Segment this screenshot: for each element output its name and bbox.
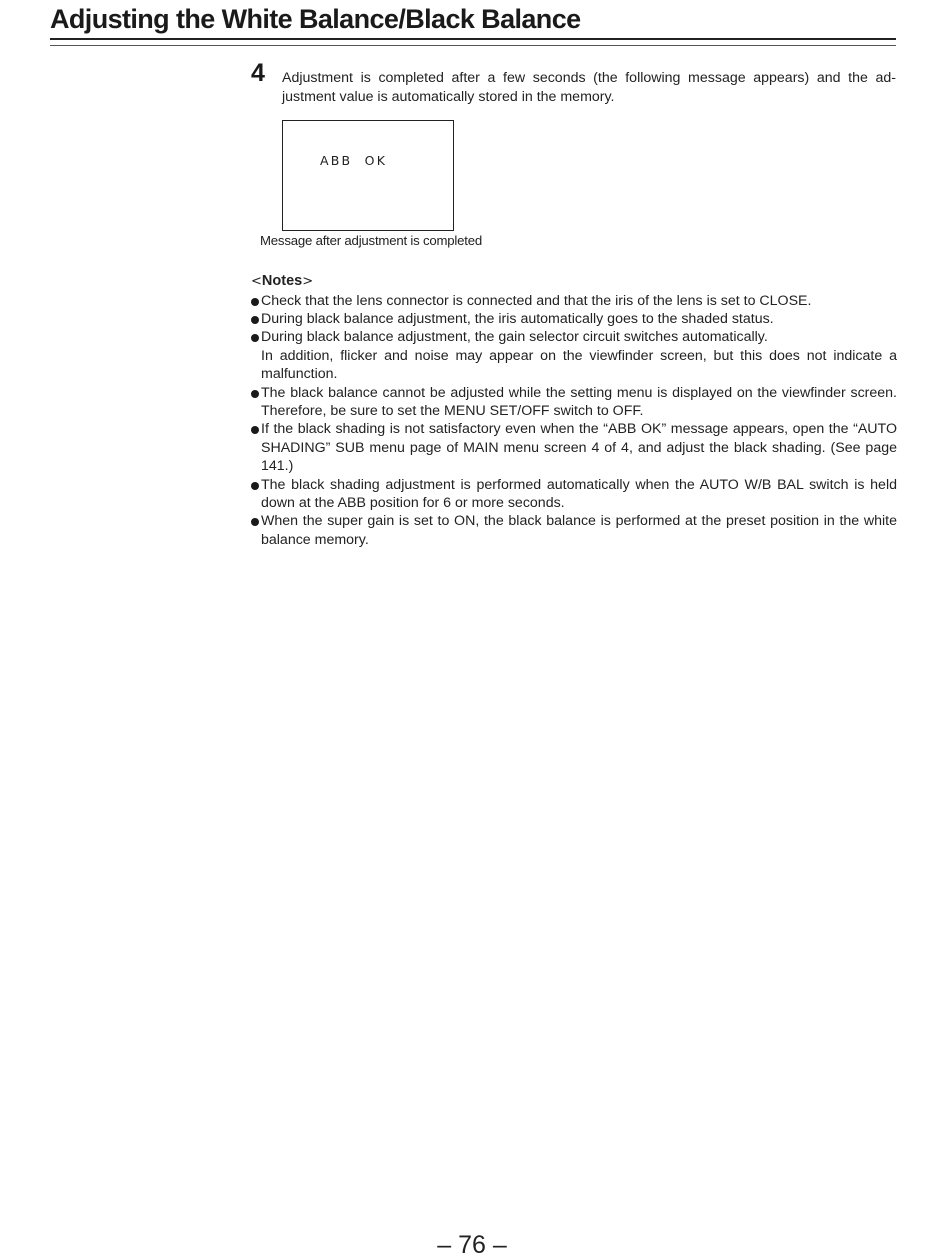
notes-list	[251, 292, 897, 550]
page-number: – 76 –	[437, 1231, 507, 1259]
notes-heading	[251, 272, 897, 292]
note-text: During black balance adjustment, the gain selector circuit switches automatically.	[261, 329, 768, 346]
note-text: During black balance adjustment, the iris automatically goes to the shaded status.	[261, 310, 774, 327]
header-rule-thin	[50, 45, 896, 46]
bullet-icon	[251, 518, 259, 526]
viewfinder-screen-illustration	[282, 120, 454, 231]
note-item	[251, 328, 897, 383]
bullet-icon	[251, 426, 259, 434]
note-text: When the super gain is set to ON, the black balance is performed at the preset position in the white balance memory.	[261, 513, 897, 548]
note-item	[251, 420, 897, 475]
note-item	[251, 310, 897, 328]
abb-ok-message: ABB OK	[320, 153, 388, 168]
bullet-icon	[251, 390, 259, 398]
page-header	[50, 0, 896, 38]
note-item	[251, 292, 897, 310]
bullet-icon	[251, 482, 259, 490]
notes-close-bracket: >	[302, 274, 314, 289]
note-item	[251, 384, 897, 421]
note-text: The black balance cannot be adjusted while the setting menu is displayed on the viewfinder screen. Therefore, be sure to set the MENU SET/OFF switch to OFF.	[261, 384, 897, 419]
note-text-continued: In addition, flicker and noise may appear on the viewfinder screen, but this does not indicate a malfunction.	[261, 347, 897, 383]
page-title: Adjusting the White Balance/Black Balance	[50, 4, 581, 34]
header-rule-thick	[50, 38, 896, 40]
notes-section	[251, 272, 897, 549]
bullet-icon	[251, 334, 259, 342]
note-item	[251, 476, 897, 513]
step-text: Adjustment is completed after a few seconds (the following message appears) and the adjustment value is automatically stored in the memory.	[282, 70, 896, 105]
note-text: If the black shading is not satisfactory even when the “ABB OK” message appears, open the “AUTO SHADING” SUB menu page of MAIN menu screen 4 of 4, and adjust the black shading. (See page 141.)	[261, 421, 897, 475]
notes-heading-label: Notes	[261, 273, 303, 289]
bullet-icon	[251, 298, 259, 306]
notes-open-bracket: <	[251, 274, 262, 289]
note-item	[251, 512, 897, 549]
main-content	[251, 58, 897, 548]
note-text: Check that the lens connector is connected and that the iris of the lens is set to CLOSE.	[261, 292, 812, 309]
note-text: The black shading adjustment is performed automatically when the AUTO W/B BAL switch is held down at the ABB position for 6 or more seconds.	[261, 476, 897, 511]
screen-caption: Message after adjustment is completed	[260, 233, 483, 248]
step-number: 4	[251, 59, 265, 87]
bullet-icon	[251, 316, 259, 324]
step-4	[251, 58, 897, 108]
